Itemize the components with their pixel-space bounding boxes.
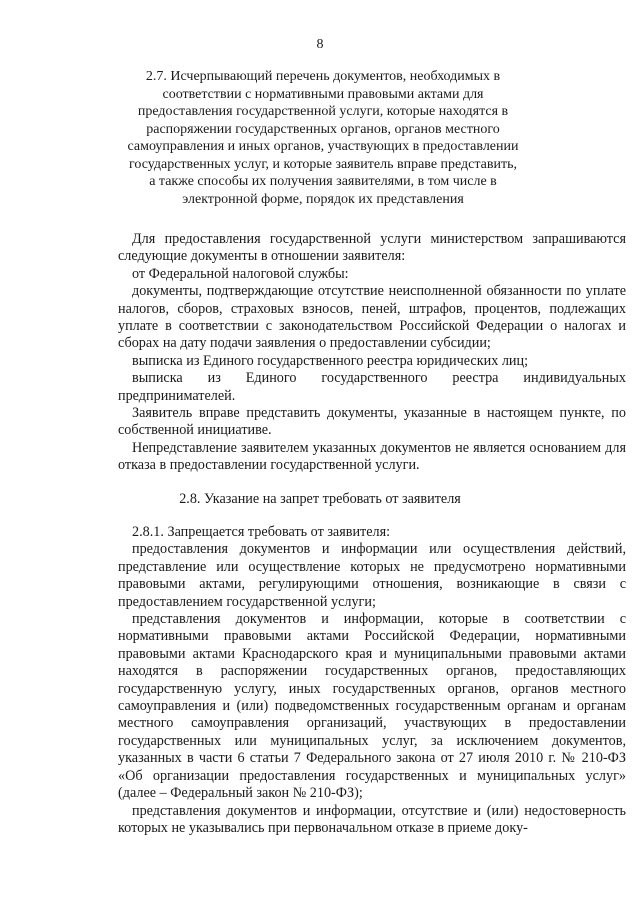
- heading-line: самоуправления и иных органов, участвующих в предоставлении: [127, 139, 519, 154]
- page-number: 8: [316, 37, 324, 52]
- paragraph: Для предоставления государственной услуги министерством запрашиваются следующие документы в отношении заявителя:: [118, 231, 626, 265]
- paragraph: выписка из Единого государственного реестра индивидуальных предпринимателей.: [118, 370, 626, 404]
- subsection-heading: 2.8.1. Запрещается требовать от заявителя:: [132, 524, 391, 540]
- heading-line: предоставления государственной услуги, которые находятся в: [137, 104, 509, 119]
- paragraph: представления документов и информации, которые в соответствии с нормативными правовыми актами Российской Федерации, нормативными правовыми актами Краснодарского края и муниципальными правовыми актами находятся в распоряжении государственных органов, предоставляющих государственную услугу, иных государственных органов, органов местного самоуправления и (или) подведомственных государственным органам и органам местного самоуправления организаций, участвующих в предоставлении государственных или муниципальных услуг, за исключением документов, указанных в части 6 статьи 7 Федерального закона от 27 июля 2010 г. № 210-ФЗ «Об организации предоставления государственных и муниципальных услуг» (далее – Федеральный закон № 210-ФЗ);: [118, 611, 626, 802]
- heading-line: 2.7. Исчерпывающий перечень документов, необходимых в: [145, 69, 501, 84]
- heading-line: соответствии с нормативными правовыми актами для: [162, 86, 484, 102]
- section-2-7-heading: [118, 68, 528, 208]
- paragraph: Заявитель вправе представить документы, указанные в настоящем пункте, по собственной инициативе.: [118, 405, 626, 439]
- section-2-8-body: [118, 524, 626, 837]
- heading-line: распоряжении государственных органов, органов местного: [146, 121, 500, 137]
- paragraph: Непредставление заявителем указанных документов не является основанием для отказа в предоставлении государственной услуги.: [118, 439, 626, 474]
- section-2-7-body: [118, 231, 626, 475]
- paragraph: представления документов и информации, отсутствие и (или) недостоверность которых не указывались при первоначальном отказе в приеме доку-: [118, 802, 626, 836]
- paragraph: от Федеральной налоговой службы:: [132, 265, 349, 282]
- heading-line: электронной форме, порядок их представления: [182, 191, 464, 207]
- section-2-8-heading: 2.8. Указание на запрет требовать от заявителя: [179, 491, 461, 507]
- paragraph: предоставления документов и информации или осуществления действий, представление или осуществление которых не предусмотрено нормативными правовыми актами, регулирующими отношения, возникающие в связи с предоставлением государственной услуги;: [118, 541, 626, 610]
- heading-line: а также способы их получения заявителями, в том числе в: [149, 174, 497, 189]
- heading-line: государственных услуг, и которые заявитель вправе представить,: [128, 156, 518, 172]
- paragraph: выписка из Единого государственного реестра юридических лиц;: [132, 352, 529, 369]
- paragraph: документы, подтверждающие отсутствие неисполненной обязанности по уплате налогов, сборов, страховых взносов, пеней, штрафов, процентов, подлежащих уплате в соответствии с законодательством Российской Федерации о налогах и сборах на дату подачи заявления о предоставлении субсидии;: [118, 283, 626, 352]
